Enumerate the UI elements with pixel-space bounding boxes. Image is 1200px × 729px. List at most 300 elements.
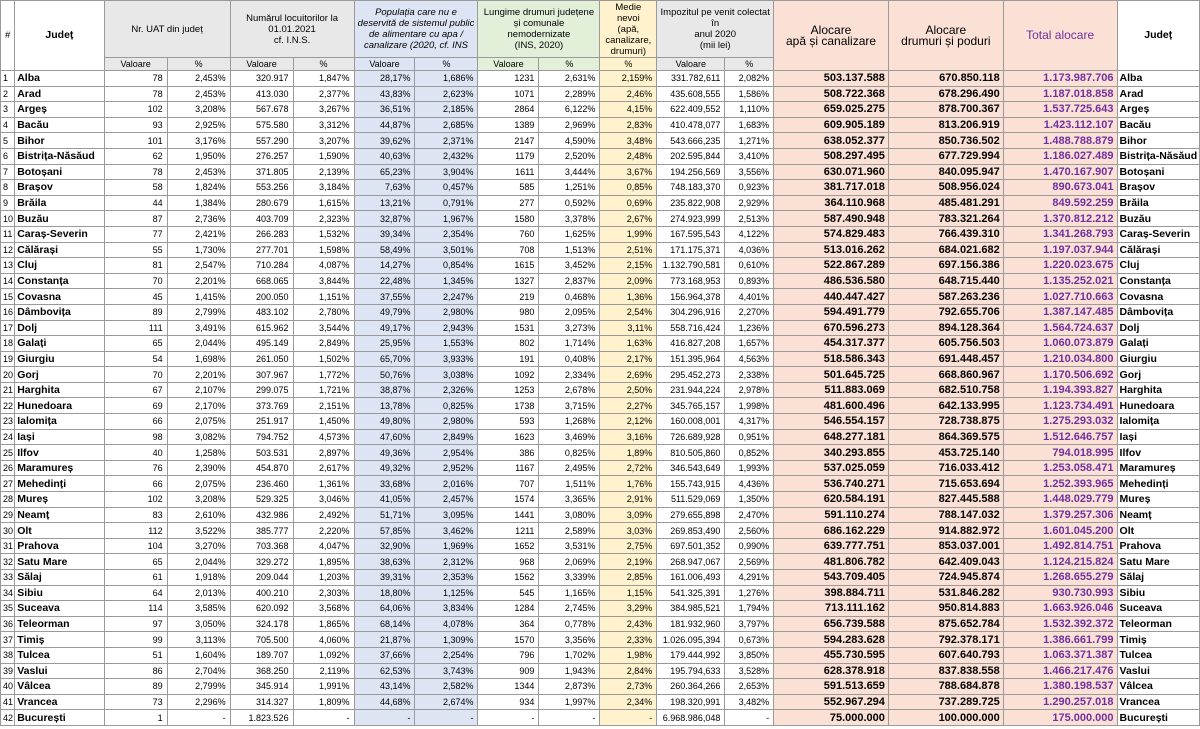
judet-name: Prahova xyxy=(15,538,104,554)
drumuri-valoare: 585 xyxy=(478,180,539,196)
locuitori-pct: 1,532% xyxy=(293,226,354,242)
drumuri-valoare: 1344 xyxy=(478,679,539,695)
alocare-apa: 481.600.496 xyxy=(774,398,889,414)
populatie-pct: 3,501% xyxy=(415,242,478,258)
drumuri-pct: 2,631% xyxy=(539,71,600,87)
total-alocare: 1.135.252.021 xyxy=(1003,273,1117,289)
uat-valoare: 98 xyxy=(104,429,167,445)
populatie-valoare: 49,17% xyxy=(354,320,415,336)
locuitori-valoare: 615.962 xyxy=(230,320,293,336)
drumuri-pct: 1,997% xyxy=(539,694,600,710)
drumuri-valoare: 2147 xyxy=(478,133,539,149)
total-alocare: 1.370.812.212 xyxy=(1003,211,1117,227)
alocare-apa: 656.739.588 xyxy=(774,616,889,632)
impozit-valoare: 179.444,992 xyxy=(657,647,725,663)
judet-name: Mehedinți xyxy=(15,476,104,492)
drumuri-pct: 3,080% xyxy=(539,507,600,523)
uat-pct: 1,824% xyxy=(167,180,230,196)
table-row xyxy=(1,492,1200,508)
row-number: 35 xyxy=(1,601,15,617)
drumuri-pct: 2,873% xyxy=(539,679,600,695)
locuitori-valoare: 299.075 xyxy=(230,382,293,398)
table-row xyxy=(1,445,1200,461)
alocare-apa: 594.491.779 xyxy=(774,304,889,320)
uat-pct: 1,950% xyxy=(167,148,230,164)
judet-name-right: Galați xyxy=(1117,336,1199,352)
table-row xyxy=(1,351,1200,367)
impozit-pct: 3,410% xyxy=(725,148,774,164)
locuitori-pct: 1,865% xyxy=(293,616,354,632)
total-alocare: 1.512.646.757 xyxy=(1003,429,1117,445)
alocare-apa: 628.378.918 xyxy=(774,663,889,679)
uat-valoare: 67 xyxy=(104,382,167,398)
judet-name: Bacău xyxy=(15,117,104,133)
impozit-pct: 0,951% xyxy=(725,429,774,445)
row-number: 12 xyxy=(1,242,15,258)
uat-pct: 2,170% xyxy=(167,398,230,414)
impozit-pct: 0,990% xyxy=(725,538,774,554)
judet-name-right: Dolj xyxy=(1117,320,1199,336)
impozit-valoare: 6.968.986,048 xyxy=(657,710,725,726)
drumuri-pct: 3,273% xyxy=(539,320,600,336)
uat-pct: 1,415% xyxy=(167,289,230,305)
judet-name-right: Mureș xyxy=(1117,492,1199,508)
populatie-valoare: 14,27% xyxy=(354,258,415,274)
drumuri-valoare: 1253 xyxy=(478,382,539,398)
populatie-pct: 2,954% xyxy=(415,445,478,461)
alocare-apa: 537.025.059 xyxy=(774,460,889,476)
drumuri-valoare: 1167 xyxy=(478,460,539,476)
locuitori-pct: 2,220% xyxy=(293,523,354,539)
medie-pct: 2,09% xyxy=(600,273,657,289)
impozit-pct: 2,929% xyxy=(725,195,774,211)
medie-pct: - xyxy=(600,710,657,726)
uat-valoare: 89 xyxy=(104,679,167,695)
populatie-valoare: 38,63% xyxy=(354,554,415,570)
uat-pct: 2,925% xyxy=(167,117,230,133)
judet-name-right: Caraș-Severin xyxy=(1117,226,1199,242)
uat-pct: 2,296% xyxy=(167,694,230,710)
uat-pct: 2,453% xyxy=(167,86,230,102)
row-number: 6 xyxy=(1,148,15,164)
populatie-pct: 3,038% xyxy=(415,367,478,383)
drumuri-valoare: 1738 xyxy=(478,398,539,414)
total-alocare: 890.673.041 xyxy=(1003,180,1117,196)
judet-name-right: Timiș xyxy=(1117,632,1199,648)
medie-pct: 2,85% xyxy=(600,570,657,586)
row-number: 9 xyxy=(1,195,15,211)
populatie-valoare: 65,23% xyxy=(354,164,415,180)
judet-name: Ialomița xyxy=(15,414,104,430)
populatie-pct: 2,674% xyxy=(415,694,478,710)
locuitori-pct: 2,377% xyxy=(293,86,354,102)
alocare-drumuri: 678.296.490 xyxy=(888,86,1003,102)
table-row xyxy=(1,304,1200,320)
table-row xyxy=(1,133,1200,149)
locuitori-pct: 3,267% xyxy=(293,102,354,118)
judet-name: Vaslui xyxy=(15,663,104,679)
drumuri-pct: 1,165% xyxy=(539,585,600,601)
dr-valoare-subheader: Valoare xyxy=(478,58,539,71)
locuitori-pct: 3,844% xyxy=(293,273,354,289)
med-pct-subheader: % xyxy=(600,58,657,71)
locuitori-valoare: 483.102 xyxy=(230,304,293,320)
impozit-pct: 1,683% xyxy=(725,117,774,133)
table-row xyxy=(1,242,1200,258)
locuitori-pct: 2,897% xyxy=(293,445,354,461)
row-number: 36 xyxy=(1,616,15,632)
row-number: 32 xyxy=(1,554,15,570)
judet-name-right: Maramureș xyxy=(1117,460,1199,476)
impozit-valoare: 697.501,352 xyxy=(657,538,725,554)
alocare-drumuri: 853.037.001 xyxy=(888,538,1003,554)
alocare-apa: 648.277.181 xyxy=(774,429,889,445)
total-alocare: 794.018.995 xyxy=(1003,445,1117,461)
uat-valoare: 58 xyxy=(104,180,167,196)
total-alocare: 930.730.993 xyxy=(1003,585,1117,601)
uat-pct: 1,604% xyxy=(167,647,230,663)
impozit-valoare: 748.183,370 xyxy=(657,180,725,196)
populatie-pct: 2,952% xyxy=(415,460,478,476)
table-row xyxy=(1,554,1200,570)
row-number: 19 xyxy=(1,351,15,367)
uat-pct: 3,208% xyxy=(167,102,230,118)
impozit-valoare: 331.782,611 xyxy=(657,71,725,87)
alocare-drumuri: 792.378.171 xyxy=(888,632,1003,648)
locuitori-valoare: 432.986 xyxy=(230,507,293,523)
impozit-pct: 1,998% xyxy=(725,398,774,414)
impozit-valoare: 156.964,378 xyxy=(657,289,725,305)
judet-name-right: Harghita xyxy=(1117,382,1199,398)
medie-pct: 2,43% xyxy=(600,616,657,632)
populatie-valoare: 50,76% xyxy=(354,367,415,383)
alocare-drumuri: 792.655.706 xyxy=(888,304,1003,320)
impozit-pct: 4,401% xyxy=(725,289,774,305)
populatie-valoare: 40,63% xyxy=(354,148,415,164)
impozit-valoare: 194.256,569 xyxy=(657,164,725,180)
alocare-drumuri: 668.860.967 xyxy=(888,367,1003,383)
total-alocare: 1.060.073.879 xyxy=(1003,336,1117,352)
medie-pct: 2,159% xyxy=(600,71,657,87)
impozit-pct: 1,350% xyxy=(725,492,774,508)
drumuri-pct: 0,592% xyxy=(539,195,600,211)
populatie-valoare: 39,34% xyxy=(354,226,415,242)
drumuri-valoare: 277 xyxy=(478,195,539,211)
judet-name-right: Neamț xyxy=(1117,507,1199,523)
locuitori-pct: 1,450% xyxy=(293,414,354,430)
drumuri-pct: 1,511% xyxy=(539,476,600,492)
alocare-apa: 440.447.427 xyxy=(774,289,889,305)
judet-name-right: Gorj xyxy=(1117,367,1199,383)
locuitori-valoare: 703.368 xyxy=(230,538,293,554)
total-alocare: 1.379.257.306 xyxy=(1003,507,1117,523)
alocare-drumuri: 607.640.793 xyxy=(888,647,1003,663)
impozit-pct: 2,653% xyxy=(725,679,774,695)
impozit-pct: 3,528% xyxy=(725,663,774,679)
table-row xyxy=(1,429,1200,445)
locuitori-valoare: 280.679 xyxy=(230,195,293,211)
alocare-apa: 511.883.069 xyxy=(774,382,889,398)
uat-valoare: 65 xyxy=(104,554,167,570)
alocare-drumuri: 766.439.310 xyxy=(888,226,1003,242)
alocare-drumuri: 642.409.043 xyxy=(888,554,1003,570)
alocare-drumuri: 850.736.502 xyxy=(888,133,1003,149)
locuitori-pct: 1,615% xyxy=(293,195,354,211)
dr-pct-subheader: % xyxy=(539,58,600,71)
drumuri-pct: 1,251% xyxy=(539,180,600,196)
impozit-pct: 3,482% xyxy=(725,694,774,710)
medie-pct: 3,29% xyxy=(600,601,657,617)
uat-valoare: 102 xyxy=(104,102,167,118)
pop-valoare-subheader: Valoare xyxy=(354,58,415,71)
drumuri-valoare: 1570 xyxy=(478,632,539,648)
alocare-apa-header: Alocare apă și canalizare xyxy=(774,1,889,71)
impozit-pct: 4,317% xyxy=(725,414,774,430)
alocare-drumuri: 813.206.919 xyxy=(888,117,1003,133)
drumuri-pct: 1,702% xyxy=(539,647,600,663)
alocare-apa: 486.536.580 xyxy=(774,273,889,289)
drumuri-pct: 4,590% xyxy=(539,133,600,149)
populatie-valoare: 22,48% xyxy=(354,273,415,289)
drumuri-pct: 3,531% xyxy=(539,538,600,554)
locuitori-valoare: 236.460 xyxy=(230,476,293,492)
drumuri-pct: 1,513% xyxy=(539,242,600,258)
uat-header: Nr. UAT din județ xyxy=(104,1,230,58)
drumuri-valoare: 802 xyxy=(478,336,539,352)
medie-pct: 2,46% xyxy=(600,86,657,102)
judet-name-right: Satu Mare xyxy=(1117,554,1199,570)
impozit-pct: 0,923% xyxy=(725,180,774,196)
populatie-valoare: 25,95% xyxy=(354,336,415,352)
alocare-apa: 536.740.271 xyxy=(774,476,889,492)
row-number: 27 xyxy=(1,476,15,492)
drumuri-valoare: 1623 xyxy=(478,429,539,445)
impozit-pct: 1,271% xyxy=(725,133,774,149)
alocare-drumuri: 453.725.140 xyxy=(888,445,1003,461)
medie-header: Medie nevoi (apă, canalizare, drumuri) xyxy=(600,1,657,58)
table-row xyxy=(1,585,1200,601)
table-row xyxy=(1,71,1200,87)
row-number: 23 xyxy=(1,414,15,430)
table-row xyxy=(1,258,1200,274)
medie-pct: 1,76% xyxy=(600,476,657,492)
populatie-valoare: 47,60% xyxy=(354,429,415,445)
populatie-valoare: 21,87% xyxy=(354,632,415,648)
alocare-apa: 574.829.483 xyxy=(774,226,889,242)
total-alocare: 1.187.018.858 xyxy=(1003,86,1117,102)
medie-pct: 0,85% xyxy=(600,180,657,196)
alocare-apa: 546.554.157 xyxy=(774,414,889,430)
locuitori-pct: 1,772% xyxy=(293,367,354,383)
table-row xyxy=(1,86,1200,102)
alocare-apa: 638.052.377 xyxy=(774,133,889,149)
row-number: 34 xyxy=(1,585,15,601)
impozit-pct: 0,673% xyxy=(725,632,774,648)
total-alocare: 1.423.112.107 xyxy=(1003,117,1117,133)
uat-valoare: 97 xyxy=(104,616,167,632)
judet-name-right: Covasna xyxy=(1117,289,1199,305)
uat-valoare: 66 xyxy=(104,476,167,492)
impozit-valoare: 160.008,001 xyxy=(657,414,725,430)
medie-pct: 0,69% xyxy=(600,195,657,211)
row-number: 25 xyxy=(1,445,15,461)
locuitori-valoare: 705.500 xyxy=(230,632,293,648)
drumuri-valoare: 386 xyxy=(478,445,539,461)
drumuri-pct: 2,589% xyxy=(539,523,600,539)
alocare-drumuri: 691.448.457 xyxy=(888,351,1003,367)
alocare-drumuri: 914.882.972 xyxy=(888,523,1003,539)
locuitori-pct: 1,092% xyxy=(293,647,354,663)
judet-name: Botoșani xyxy=(15,164,104,180)
populatie-valoare: 32,87% xyxy=(354,211,415,227)
uat-pct: 1,918% xyxy=(167,570,230,586)
drumuri-valoare: 2864 xyxy=(478,102,539,118)
locuitori-valoare: 324.178 xyxy=(230,616,293,632)
alocare-drumuri: 875.652.784 xyxy=(888,616,1003,632)
drumuri-pct: - xyxy=(539,710,600,726)
uat-valoare: 40 xyxy=(104,445,167,461)
locuitori-pct: 2,617% xyxy=(293,460,354,476)
impozit-pct: 4,563% xyxy=(725,351,774,367)
uat-valoare: 78 xyxy=(104,71,167,87)
drumuri-valoare: 1574 xyxy=(478,492,539,508)
populatie-pct: 0,825% xyxy=(415,398,478,414)
impozit-pct: - xyxy=(725,710,774,726)
table-row xyxy=(1,601,1200,617)
locuitori-valoare: 368.250 xyxy=(230,663,293,679)
drumuri-pct: 0,468% xyxy=(539,289,600,305)
populatie-pct: 2,371% xyxy=(415,133,478,149)
impozit-valoare: 274.923,999 xyxy=(657,211,725,227)
row-number: 26 xyxy=(1,460,15,476)
populatie-valoare: 39,31% xyxy=(354,570,415,586)
locuitori-valoare: 209.044 xyxy=(230,570,293,586)
judet-name-right: Brăila xyxy=(1117,195,1199,211)
row-number: 20 xyxy=(1,367,15,383)
drumuri-valoare: 708 xyxy=(478,242,539,258)
locuitori-header: Numărul locuitorilor la 01.01.2021 cf. I.N.S. xyxy=(230,1,354,58)
uat-pct: 2,201% xyxy=(167,273,230,289)
populatie-pct: 1,309% xyxy=(415,632,478,648)
drumuri-pct: 2,837% xyxy=(539,273,600,289)
locuitori-pct: 3,207% xyxy=(293,133,354,149)
uat-pct: 3,082% xyxy=(167,429,230,445)
populatie-pct: 3,743% xyxy=(415,663,478,679)
drumuri-header: Lungime drumuri județene și comunale nemodernizate (INS, 2020) xyxy=(478,1,600,58)
populatie-pct: 2,254% xyxy=(415,647,478,663)
impozit-pct: 2,082% xyxy=(725,71,774,87)
impozit-valoare: 773.168,953 xyxy=(657,273,725,289)
locuitori-pct: 2,139% xyxy=(293,164,354,180)
row-number: 30 xyxy=(1,523,15,539)
locuitori-valoare: 200.050 xyxy=(230,289,293,305)
judet-name-right: Bacău xyxy=(1117,117,1199,133)
table-row xyxy=(1,117,1200,133)
impozit-pct: 0,852% xyxy=(725,445,774,461)
populatie-pct: 1,967% xyxy=(415,211,478,227)
row-number: 11 xyxy=(1,226,15,242)
locuitori-pct: 2,780% xyxy=(293,304,354,320)
alocare-drumuri-header: Alocare drumuri și poduri xyxy=(888,1,1003,71)
total-alocare: 1.448.029.779 xyxy=(1003,492,1117,508)
alocare-apa: 481.806.782 xyxy=(774,554,889,570)
medie-pct: 1,63% xyxy=(600,336,657,352)
judet-name-right: Teleorman xyxy=(1117,616,1199,632)
locuitori-pct: 1,895% xyxy=(293,554,354,570)
populatie-pct: 0,791% xyxy=(415,195,478,211)
total-alocare: 1.532.392.372 xyxy=(1003,616,1117,632)
alocare-apa: 508.297.495 xyxy=(774,148,889,164)
populatie-valoare: 7,63% xyxy=(354,180,415,196)
row-number: 33 xyxy=(1,570,15,586)
uat-valoare: 81 xyxy=(104,258,167,274)
medie-pct: 2,34% xyxy=(600,694,657,710)
populatie-pct: - xyxy=(415,710,478,726)
uat-pct: - xyxy=(167,710,230,726)
impozit-valoare: 260.364,266 xyxy=(657,679,725,695)
populatie-valoare: 37,66% xyxy=(354,647,415,663)
medie-pct: 2,17% xyxy=(600,351,657,367)
uat-valoare: 51 xyxy=(104,647,167,663)
table-row xyxy=(1,570,1200,586)
medie-pct: 2,54% xyxy=(600,304,657,320)
locuitori-pct: 1,203% xyxy=(293,570,354,586)
locuitori-pct: 1,809% xyxy=(293,694,354,710)
loc-valoare-subheader: Valoare xyxy=(230,58,293,71)
judet-header: Județ xyxy=(15,1,104,71)
impozit-pct: 3,850% xyxy=(725,647,774,663)
total-alocare: 1.186.027.489 xyxy=(1003,148,1117,164)
locuitori-pct: 4,087% xyxy=(293,258,354,274)
impozit-pct: 3,797% xyxy=(725,616,774,632)
impozit-pct: 3,556% xyxy=(725,164,774,180)
judet-name: Buzău xyxy=(15,211,104,227)
locuitori-pct: 1,361% xyxy=(293,476,354,492)
locuitori-valoare: 261.050 xyxy=(230,351,293,367)
alocare-apa: 522.867.289 xyxy=(774,258,889,274)
uat-valoare: 101 xyxy=(104,133,167,149)
impozit-valoare: 151.395,964 xyxy=(657,351,725,367)
alocare-apa: 587.490.948 xyxy=(774,211,889,227)
table-row xyxy=(1,507,1200,523)
locuitori-pct: 1,502% xyxy=(293,351,354,367)
row-number: 29 xyxy=(1,507,15,523)
populatie-pct: 2,016% xyxy=(415,476,478,492)
judet-right-header: Județ xyxy=(1117,1,1199,71)
locuitori-valoare: 553.256 xyxy=(230,180,293,196)
judet-name: Giurgiu xyxy=(15,351,104,367)
uat-pct: 2,075% xyxy=(167,414,230,430)
uat-valoare: 89 xyxy=(104,304,167,320)
table-row xyxy=(1,382,1200,398)
uat-pct: 2,421% xyxy=(167,226,230,242)
locuitori-pct: 2,303% xyxy=(293,585,354,601)
uat-pct: 3,491% xyxy=(167,320,230,336)
alocare-apa: 513.016.262 xyxy=(774,242,889,258)
impozit-pct: 2,270% xyxy=(725,304,774,320)
locuitori-valoare: 557.290 xyxy=(230,133,293,149)
drumuri-pct: 2,678% xyxy=(539,382,600,398)
table-row xyxy=(1,164,1200,180)
uat-valoare: 70 xyxy=(104,273,167,289)
impozit-pct: 1,794% xyxy=(725,601,774,617)
table-row xyxy=(1,476,1200,492)
impozit-valoare: 195.794,633 xyxy=(657,663,725,679)
populatie-valoare: 49,80% xyxy=(354,414,415,430)
alocare-drumuri: 737.289.725 xyxy=(888,694,1003,710)
row-number: 39 xyxy=(1,663,15,679)
total-alocare: 1.173.987.706 xyxy=(1003,71,1117,87)
